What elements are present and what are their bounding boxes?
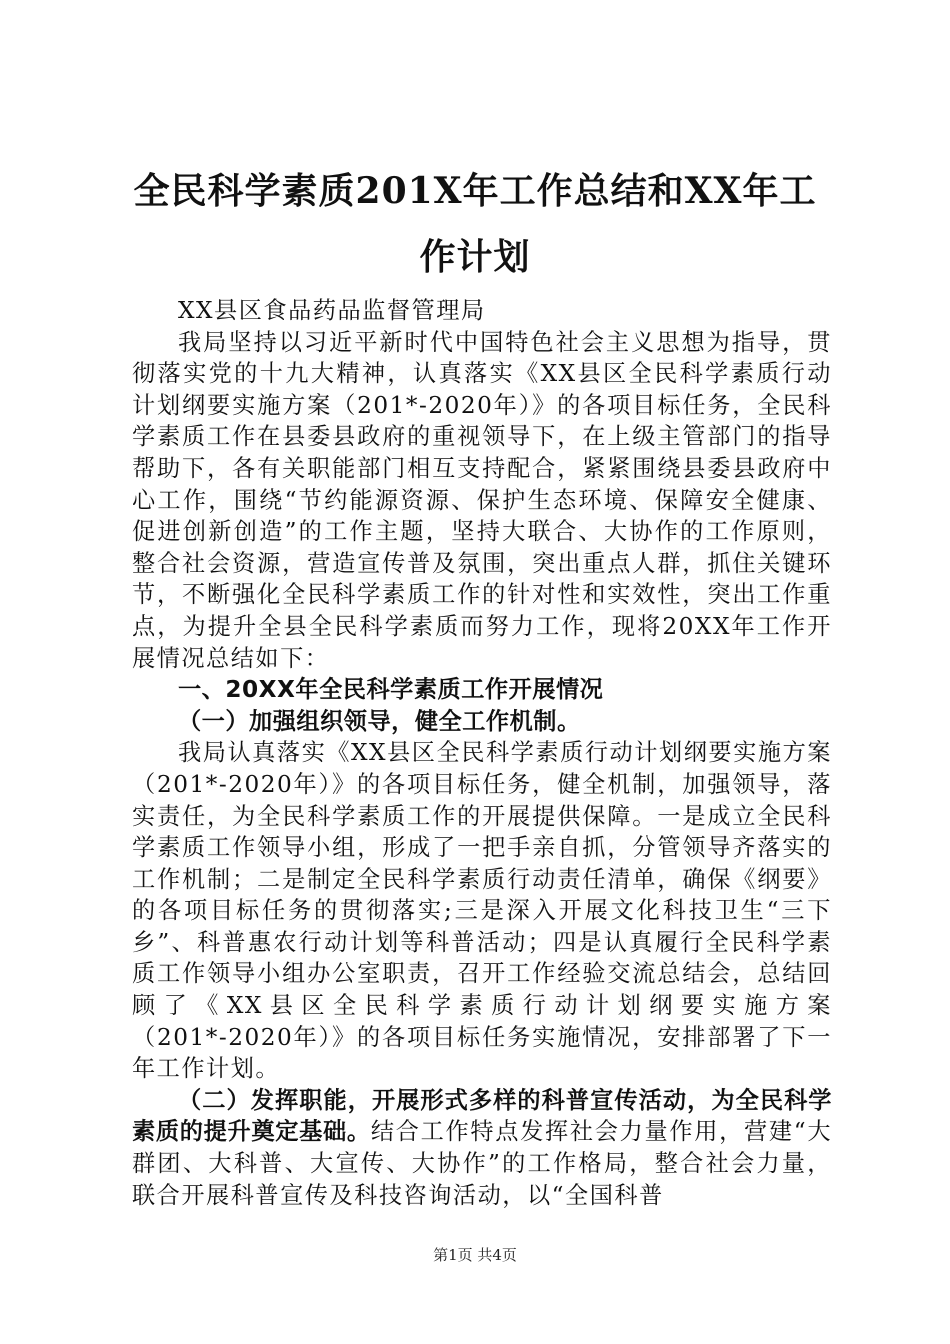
intro-paragraph: 我局坚持以习近平新时代中国特色社会主义思想为指导，贯彻落实党的十九大精神，认真落实《XX县区全民科学素质行动计划纲要实施方案（201*-2020年）》的各项目标任务，全民科学素质工作在县委县政府的重视领导下，在上级主管部门的指导帮助下，各有关职能部门相互支持配合，紧紧围绕县委县政府中心工作，围绕“节约能源资源、保护生态环境、保障安全健康、促进创新创造”的工作主题，坚持大联合、大协作的工作原则，整合社会资源，营造宣传普及氛围，突出重点人群，抓住关键环节，不断强化全民科学素质工作的针对性和实效性，突出工作重点，为提升全县全民科学素质而努力工作，现将20XX年工作开展情况总结如下： bbox=[132, 328, 832, 672]
subsection-heading-2: （二）发挥职能，开展形式多样的科普宣传活动，为全民科学素质的提升奠定基础。 bbox=[132, 1086, 832, 1146]
author-line: XX县区食品药品监督管理局 bbox=[178, 297, 486, 324]
page-number: 第1页 共4页 bbox=[433, 1246, 517, 1264]
document-title: 全民科学素质201X年工作总结和XX年工作计划 bbox=[133, 170, 817, 278]
subsection-text-2: 结合工作特点发挥社会力量作用，营建“大群团、大科普、大宣传、大协作”的工作格局，整合社会力量，联合开展科普宣传及科技咨询活动，以“全国科普 bbox=[132, 1118, 833, 1209]
subsection-heading: （一）加强组织领导，健全工作机制。 bbox=[178, 707, 581, 735]
section-heading: 一、20XX年全民科学素质工作开展情况 bbox=[178, 676, 604, 704]
subsection-paragraph-2 bbox=[132, 1085, 832, 1211]
subsection-paragraph: 我局认真落实《XX县区全民科学素质行动计划纲要实施方案（201*-2020年）》的各项目标任务，健全机制，加强领导，落实责任，为全民科学素质工作的开展提供保障。一是成立全民科学素质工作领导小组，形成了一把手亲自抓，分管领导齐落实的工作机制；二是制定全民科学素质行动责任清单，确保《纲要》的各项目标任务的贯彻落实;三是深入开展文化科技卫生“三下乡”、科普惠农行动计划等科普活动；四是认真履行全民科学素质工作领导小组办公室职责，召开工作经验交流总结会，总结回顾了《XX县区全民科学素质行动计划纲要实施方案（201*-2020年）》的各项目标任务实施情况，安排部署了下一年工作计划。 bbox=[132, 739, 832, 1083]
document-body bbox=[132, 295, 832, 1211]
